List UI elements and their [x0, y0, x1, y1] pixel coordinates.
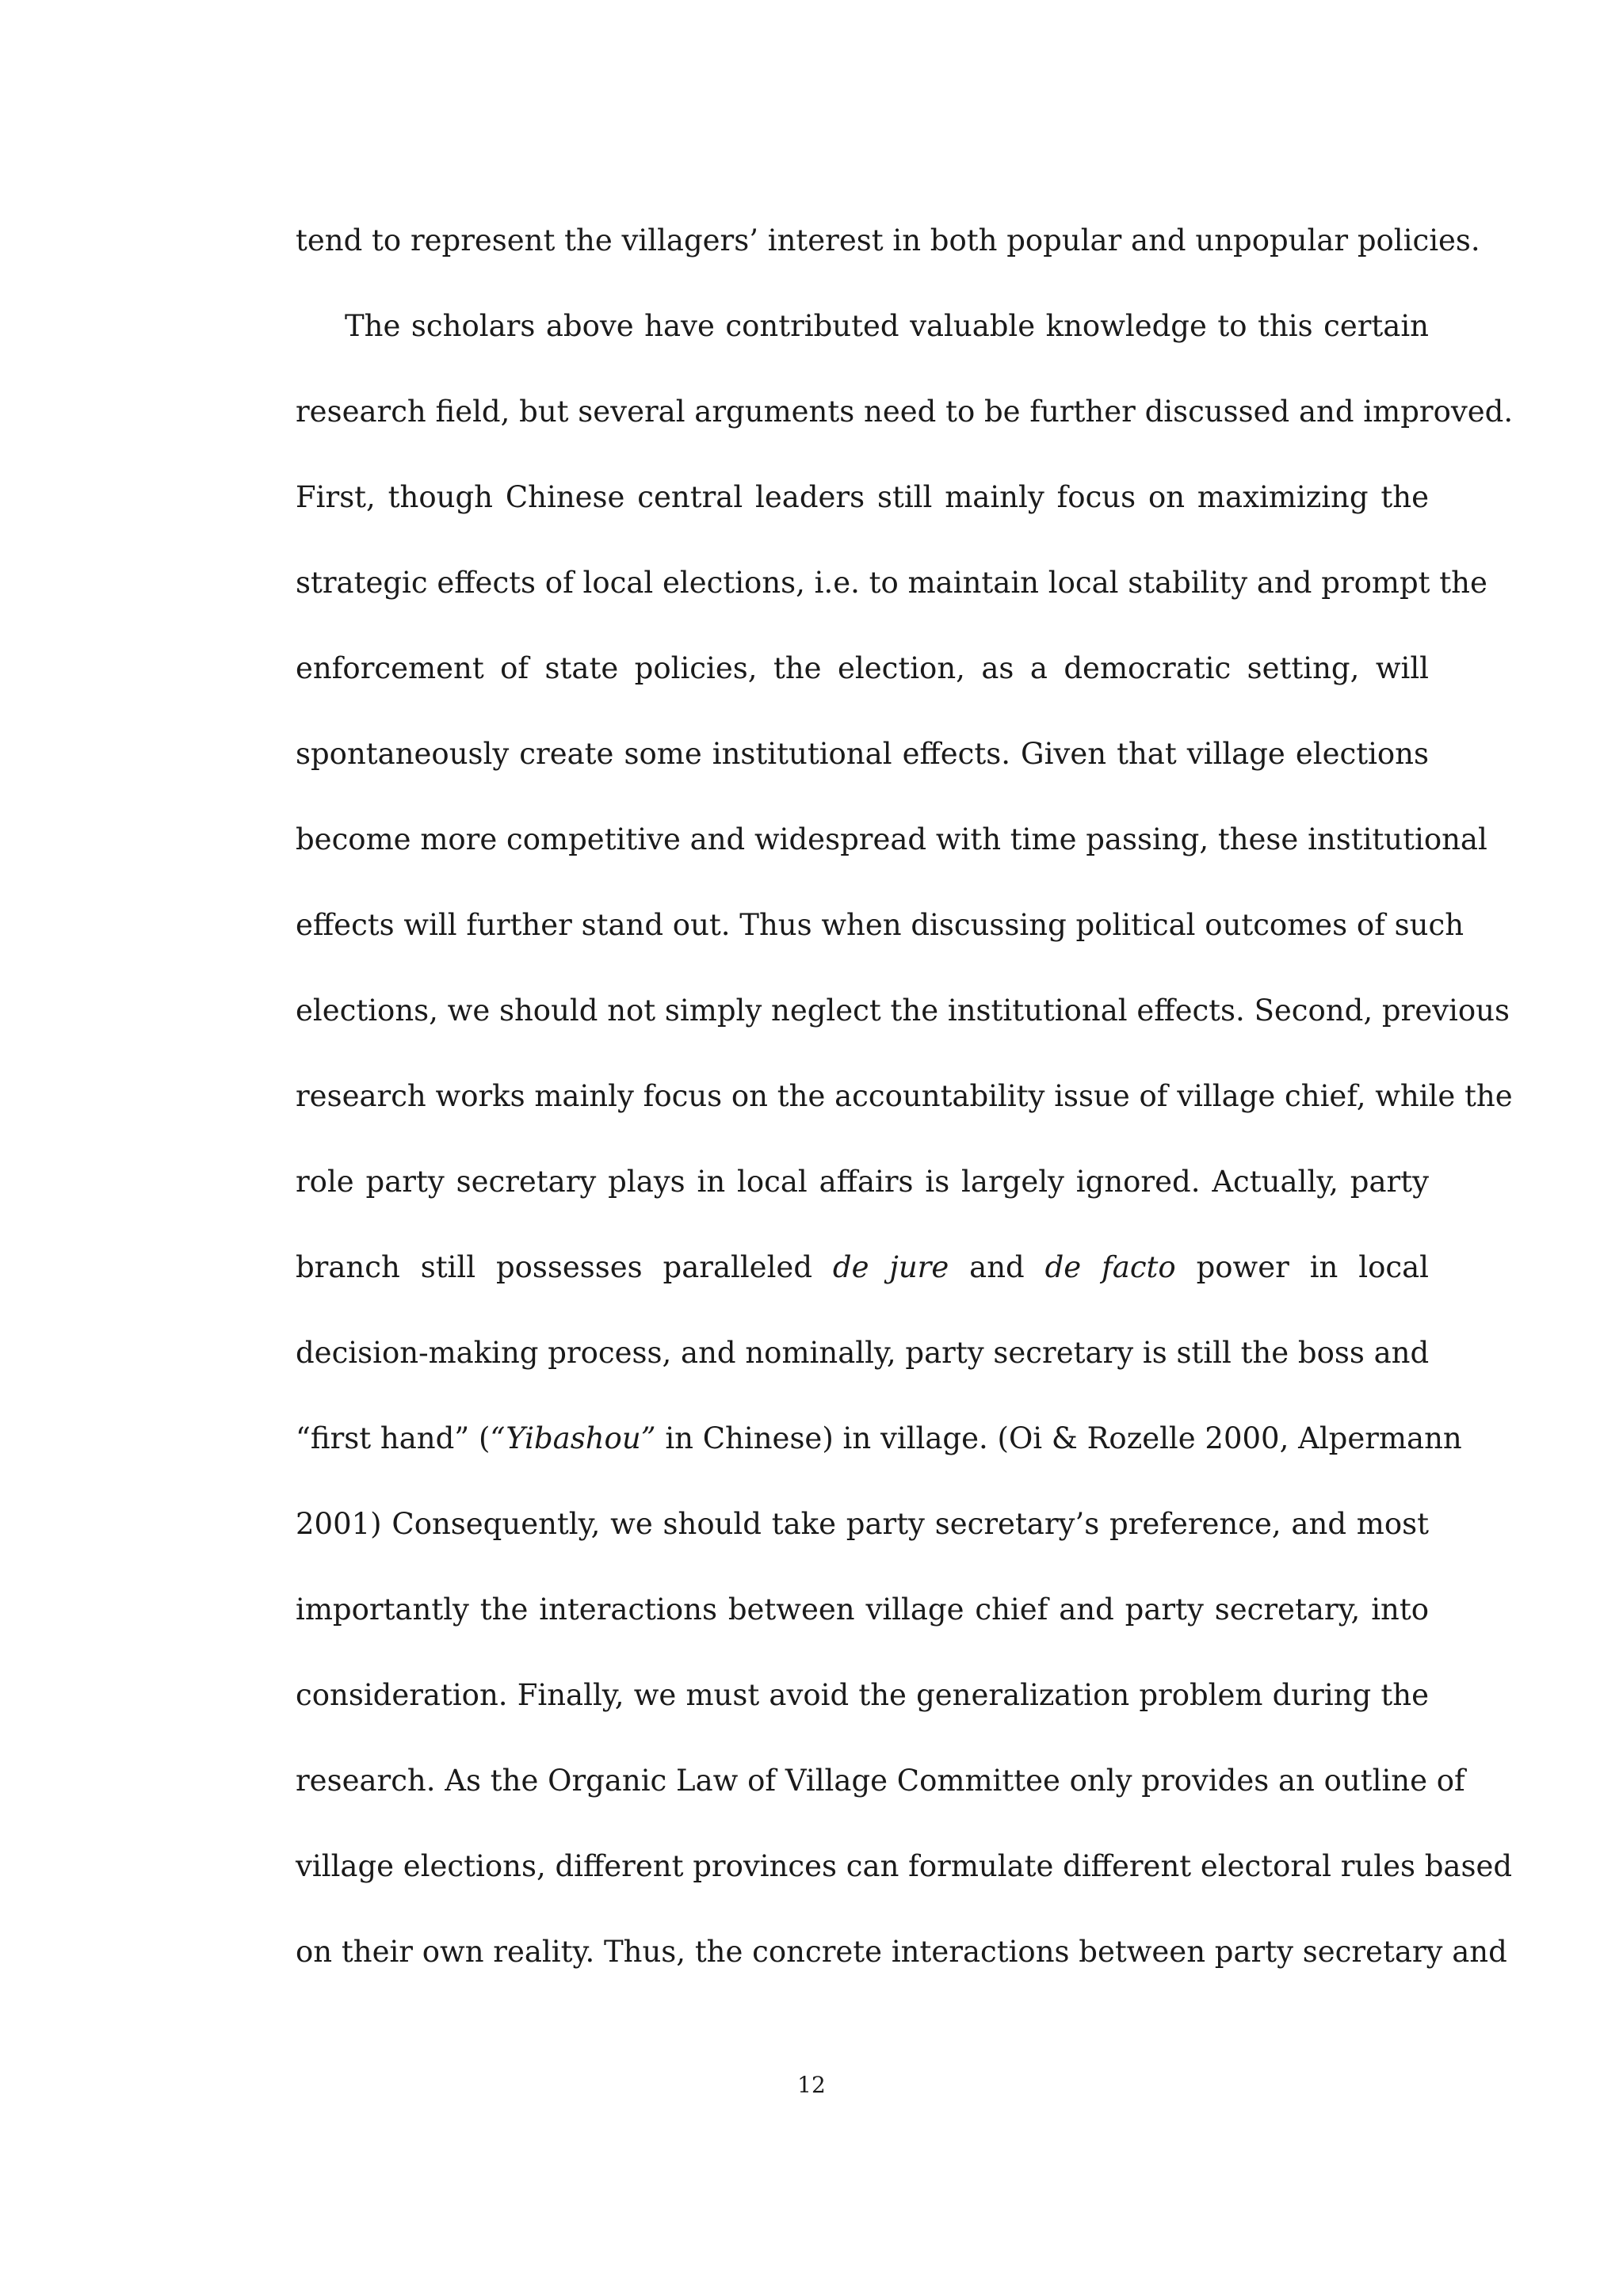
text-line: village elections, different provinces can formulate different electoral rules based	[296, 1849, 1513, 1883]
text-line: First, though Chinese central leaders still mainly focus on maximizing the	[296, 480, 1429, 514]
text-line: become more competitive and widespread with time passing, these institutional	[296, 822, 1487, 856]
italic-term: de jure	[832, 1250, 949, 1284]
text-run: in Chinese) in village. (Oi & Rozelle 2000, Alpermann	[655, 1421, 1462, 1455]
text-line: The scholars above have contributed valuable knowledge to this certain	[345, 309, 1429, 343]
italic-term: de facto	[1044, 1250, 1176, 1284]
text-line: consideration. Finally, we must avoid the generalization problem during the	[296, 1678, 1429, 1712]
text-line: enforcement of state policies, the election, as a democratic setting, will	[296, 651, 1429, 685]
page-number: 12	[797, 2072, 826, 2098]
text-run: branch still possesses paralleled	[296, 1250, 833, 1284]
text-line: effects will further stand out. Thus when discussing political outcomes of such	[296, 908, 1465, 942]
text-line: decision-making process, and nominally, party secretary is still the boss and	[296, 1336, 1430, 1370]
text-line: elections, we should not simply neglect the institutional effects. Second, previous	[296, 994, 1510, 1028]
text-line: tend to represent the villagers’ interest in both popular and unpopular policies.	[296, 223, 1480, 257]
text-line: on their own reality. Thus, the concrete interactions between party secretary and	[296, 1935, 1507, 1969]
text-run: power in local	[1175, 1250, 1429, 1284]
text-line: research. As the Organic Law of Village Committee only provides an outline of	[296, 1764, 1465, 1798]
text-line: importantly the interactions between village chief and party secretary, into	[296, 1592, 1429, 1627]
body-text	[296, 208, 1514, 2004]
text-line: 2001) Consequently, we should take party secretary’s preference, and most	[296, 1507, 1429, 1541]
text-line-with-italics	[296, 1405, 1462, 1491]
text-run: and	[949, 1250, 1045, 1284]
text-line: spontaneously create some institutional effects. Given that village elections	[296, 737, 1429, 771]
text-line: role party secretary plays in local affairs is largely ignored. Actually, party	[296, 1165, 1429, 1199]
text-line-with-italics	[296, 1234, 1429, 1320]
text-run: “first hand” (	[296, 1421, 491, 1455]
italic-term: “Yibashou”	[490, 1421, 656, 1455]
text-line: strategic effects of local elections, i.e. to maintain local stability and prompt the	[296, 566, 1487, 600]
text-line: research works mainly focus on the accountability issue of village chief, while the	[296, 1079, 1513, 1113]
text-line: research field, but several arguments need to be further discussed and improved.	[296, 395, 1514, 429]
